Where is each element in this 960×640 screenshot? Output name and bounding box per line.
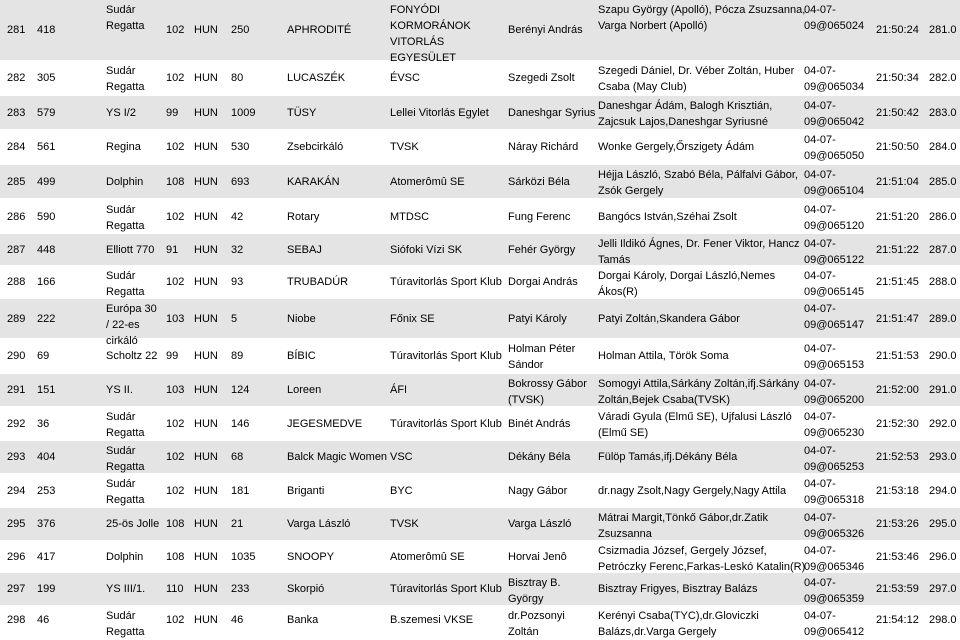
place-cell: 294	[7, 485, 26, 497]
crew-cell: Bangócs István,Széhai Zsolt	[598, 211, 737, 223]
place-cell: 283	[7, 107, 26, 119]
crew-cell: Jelli Ildikó Ágnes, Dr. Fener Viktor, Hancz Tamás	[598, 238, 800, 266]
crew-cell: Dorgai Károly, Dorgai László,Nemes Ákos(R)	[598, 270, 776, 298]
score-cell: 292.0	[929, 418, 957, 430]
skipper-cell: dr.Pozsonyi Zoltán	[508, 610, 565, 638]
nation-cell: HUN	[194, 485, 218, 497]
boat-name-cell: LUCASZÉK	[287, 72, 346, 84]
boat-number-cell: 124	[231, 384, 250, 396]
skipper-cell: Sárközi Béla	[508, 176, 570, 188]
finish-id-cell: 04-07- 09@065042	[804, 100, 865, 128]
crew-cell: Kerényi Csaba(TYC),dr.Gloviczki Balázs,dr.Varga Gergely	[598, 610, 759, 638]
finish-time-cell: 21:51:04	[876, 176, 919, 188]
skipper-cell: Horvai Jenô	[508, 551, 567, 563]
boat-name-cell: TÜSY	[287, 107, 317, 119]
yardstick-cell: 102	[166, 72, 185, 84]
finish-id-cell: 04-07- 09@065024	[804, 4, 865, 32]
nation-cell: HUN	[194, 107, 218, 119]
score-cell: 284.0	[929, 141, 957, 153]
nation-cell: HUN	[194, 24, 218, 36]
finish-id-cell: 04-07- 09@065145	[804, 270, 865, 298]
finish-time-cell: 21:50:42	[876, 107, 919, 119]
boat-name-cell: Rotary	[287, 211, 320, 223]
finish-id-cell: 04-07- 09@065050	[804, 134, 865, 162]
skipper-cell: Berényi András	[508, 24, 583, 36]
boat-number-cell: 5	[231, 313, 238, 325]
nation-cell: HUN	[194, 141, 218, 153]
result-row	[0, 474, 960, 507]
sail-number-cell: 253	[37, 485, 56, 497]
sail-number-cell: 166	[37, 276, 56, 288]
place-cell: 297	[7, 583, 26, 595]
crew-cell: Szegedi Dániel, Dr. Véber Zoltán, Huber Csaba (May Club)	[598, 65, 795, 93]
place-cell: 281	[7, 24, 26, 36]
boat-class-cell: Scholtz 22	[106, 350, 158, 362]
sail-number-cell: 376	[37, 518, 56, 530]
score-cell: 281.0	[929, 24, 957, 36]
yardstick-cell: 108	[166, 551, 185, 563]
score-cell: 290.0	[929, 350, 957, 362]
crew-cell: Szapu György (Apolló), Pócza Zsuzsanna, Varga Norbert (Apolló)	[598, 4, 806, 32]
finish-id-cell: 04-07- 09@065412	[804, 610, 865, 638]
boat-class-cell: Dolphin	[106, 551, 144, 563]
finish-time-cell: 21:54:12	[876, 614, 919, 626]
result-row	[0, 200, 960, 233]
boat-number-cell: 233	[231, 583, 250, 595]
finish-id-cell: 04-07- 09@065120	[804, 204, 865, 232]
boat-name-cell: Varga László	[287, 518, 351, 530]
result-row	[0, 407, 960, 440]
club-cell: VSC	[390, 451, 413, 463]
sail-number-cell: 418	[37, 24, 56, 36]
place-cell: 284	[7, 141, 26, 153]
boat-number-cell: 80	[231, 72, 244, 84]
boat-class-cell: YS II.	[106, 384, 133, 396]
finish-time-cell: 21:51:20	[876, 211, 919, 223]
boat-number-cell: 46	[231, 614, 244, 626]
yardstick-cell: 102	[166, 451, 185, 463]
boat-name-cell: TRUBADÚR	[287, 276, 349, 288]
yardstick-cell: 102	[166, 614, 185, 626]
result-row	[0, 606, 960, 638]
place-cell: 287	[7, 244, 26, 256]
boat-class-cell: Sudár Regatta	[106, 445, 145, 473]
boat-class-cell: YS III/1.	[106, 583, 146, 595]
nation-cell: HUN	[194, 176, 218, 188]
place-cell: 288	[7, 276, 26, 288]
result-row	[0, 234, 960, 265]
score-cell: 286.0	[929, 211, 957, 223]
boat-name-cell: APHRODITÉ	[287, 24, 352, 36]
sail-number-cell: 222	[37, 313, 56, 325]
club-cell: BYC	[390, 485, 413, 497]
sail-number-cell: 199	[37, 583, 56, 595]
boat-name-cell: Balck Magic Women	[287, 451, 388, 463]
boat-class-cell: Sudár Regatta	[106, 204, 145, 232]
sail-number-cell: 305	[37, 72, 56, 84]
sail-number-cell: 499	[37, 176, 56, 188]
score-cell: 297.0	[929, 583, 957, 595]
yardstick-cell: 108	[166, 176, 185, 188]
place-cell: 295	[7, 518, 26, 530]
yardstick-cell: 110	[166, 583, 184, 595]
skipper-cell: Dékány Béla	[508, 451, 571, 463]
yardstick-cell: 102	[166, 24, 185, 36]
crew-cell: Bisztray Frigyes, Bisztray Balázs	[598, 583, 758, 595]
crew-cell: Somogyi Attila,Sárkány Zoltán,ifj.Sárkány Zoltán,Bejek Csaba(TVSK)	[598, 378, 800, 406]
score-cell: 283.0	[929, 107, 957, 119]
club-cell: Főnix SE	[390, 313, 435, 325]
boat-class-cell: Sudár Regatta	[106, 478, 145, 506]
finish-time-cell: 21:52:30	[876, 418, 919, 430]
place-cell: 293	[7, 451, 26, 463]
club-cell: Lellei Vitorlás Egylet	[390, 107, 489, 119]
yardstick-cell: 102	[166, 141, 185, 153]
yardstick-cell: 103	[166, 384, 185, 396]
club-cell: ÁFI	[390, 384, 408, 396]
result-row	[0, 339, 960, 373]
boat-class-cell: Sudár Regatta	[106, 65, 145, 93]
club-cell: Atomerômû SE	[390, 551, 465, 563]
nation-cell: HUN	[194, 244, 218, 256]
yardstick-cell: 103	[166, 313, 185, 325]
boat-name-cell: Loreen	[287, 384, 322, 396]
boat-name-cell: Zsebcirkáló	[287, 141, 344, 153]
finish-id-cell: 04-07- 09@065147	[804, 303, 865, 331]
sail-number-cell: 151	[37, 384, 56, 396]
place-cell: 286	[7, 211, 26, 223]
boat-class-cell: YS I/2	[106, 107, 136, 119]
score-cell: 285.0	[929, 176, 957, 188]
finish-id-cell: 04-07- 09@065359	[804, 577, 865, 605]
nation-cell: HUN	[194, 418, 218, 430]
nation-cell: HUN	[194, 276, 218, 288]
result-row	[0, 441, 960, 473]
result-row	[0, 61, 960, 94]
boat-class-cell: Regina	[106, 141, 141, 153]
nation-cell: HUN	[194, 451, 218, 463]
finish-time-cell: 21:51:47	[876, 313, 919, 325]
boat-class-cell: Elliott 770	[106, 244, 155, 256]
finish-id-cell: 04-07- 09@065326	[804, 512, 865, 540]
skipper-cell: Binét András	[508, 418, 571, 430]
boat-number-cell: 693	[231, 176, 250, 188]
crew-cell: dr.nagy Zsolt,Nagy Gergely,Nagy Attila	[598, 485, 787, 497]
place-cell: 291	[7, 384, 26, 396]
skipper-cell: Patyi Károly	[508, 313, 567, 325]
yardstick-cell: 102	[166, 211, 185, 223]
crew-cell: Csizmadia József, Gergely József, Petróczky Ferenc,Farkas-Leskó Katalin(R)	[598, 545, 806, 573]
boat-class-cell: Sudár Regatta	[106, 4, 145, 32]
place-cell: 282	[7, 72, 26, 84]
boat-name-cell: Banka	[287, 614, 319, 626]
nation-cell: HUN	[194, 384, 218, 396]
place-cell: 298	[7, 614, 26, 626]
score-cell: 294.0	[929, 485, 957, 497]
boat-number-cell: 93	[231, 276, 244, 288]
nation-cell: HUN	[194, 72, 218, 84]
nation-cell: HUN	[194, 350, 218, 362]
score-cell: 282.0	[929, 72, 957, 84]
boat-number-cell: 89	[231, 350, 244, 362]
club-cell: Túravitorlás Sport Klub	[390, 583, 502, 595]
yardstick-cell: 99	[166, 350, 179, 362]
sail-number-cell: 561	[37, 141, 56, 153]
boat-name-cell: JEGESMEDVE	[287, 418, 363, 430]
finish-time-cell: 21:50:50	[876, 141, 919, 153]
crew-cell: Mátrai Margit,Tönkő Gábor,dr.Zatik Zsuzsanna	[598, 512, 768, 540]
score-cell: 296.0	[929, 551, 957, 563]
result-row	[0, 96, 960, 129]
boat-name-cell: KARAKÁN	[287, 176, 340, 188]
crew-cell: Daneshgar Ádám, Balogh Krisztián, Zajcsuk Lajos,Daneshgar Syriusné	[598, 100, 773, 128]
crew-cell: Héjja László, Szabó Béla, Pálfalvi Gábor, Zsók Gergely	[598, 169, 798, 197]
boat-number-cell: 530	[231, 141, 250, 153]
finish-id-cell: 04-07- 09@065122	[804, 238, 865, 266]
skipper-cell: Varga László	[508, 518, 572, 530]
finish-time-cell: 21:51:53	[876, 350, 919, 362]
result-row	[0, 165, 960, 198]
sail-number-cell: 46	[37, 614, 50, 626]
score-cell: 293.0	[929, 451, 957, 463]
skipper-cell: Bokrossy Gábor (TVSK)	[508, 378, 587, 406]
boat-number-cell: 21	[231, 518, 244, 530]
sail-number-cell: 579	[37, 107, 56, 119]
finish-time-cell: 21:53:46	[876, 551, 919, 563]
skipper-cell: Nagy Gábor	[508, 485, 568, 497]
result-row	[0, 266, 960, 298]
result-row	[0, 573, 960, 605]
nation-cell: HUN	[194, 551, 218, 563]
finish-time-cell: 21:51:22	[876, 244, 919, 256]
skipper-cell: Fehér György	[508, 244, 576, 256]
boat-name-cell: SNOOPY	[287, 551, 335, 563]
crew-cell: Wonke Gergely,Őrszigety Ádám	[598, 141, 755, 153]
result-row	[0, 508, 960, 540]
finish-time-cell: 21:51:45	[876, 276, 919, 288]
score-cell: 288.0	[929, 276, 957, 288]
result-row	[0, 541, 960, 572]
nation-cell: HUN	[194, 313, 218, 325]
club-cell: TVSK	[390, 141, 419, 153]
club-cell: FONYÓDI KORMORÁNOK VITORLÁS EGYESÜLET	[390, 4, 471, 64]
club-cell: MTDSC	[390, 211, 430, 223]
boat-class-cell: Európa 30 / 22-es cirkáló	[106, 303, 157, 347]
nation-cell: HUN	[194, 211, 218, 223]
club-cell: ÉVSC	[390, 72, 420, 84]
finish-time-cell: 21:53:59	[876, 583, 919, 595]
boat-number-cell: 250	[231, 24, 250, 36]
place-cell: 296	[7, 551, 26, 563]
skipper-cell: Náray Richárd	[508, 141, 579, 153]
finish-time-cell: 21:50:24	[876, 24, 919, 36]
place-cell: 290	[7, 350, 26, 362]
finish-id-cell: 04-07- 09@065253	[804, 445, 865, 473]
skipper-cell: Fung Ferenc	[508, 211, 571, 223]
club-cell: Atomerômû SE	[390, 176, 465, 188]
score-cell: 291.0	[929, 384, 957, 396]
boat-name-cell: BÍBIC	[287, 350, 316, 362]
result-row	[0, 299, 960, 347]
boat-class-cell: Sudár Regatta	[106, 270, 145, 298]
result-row	[0, 130, 960, 163]
skipper-cell: Bisztray B. György	[508, 577, 561, 605]
boat-number-cell: 1035	[231, 551, 256, 563]
finish-time-cell: 21:53:18	[876, 485, 919, 497]
yardstick-cell: 91	[166, 244, 179, 256]
boat-number-cell: 32	[231, 244, 244, 256]
skipper-cell: Holman Péter Sándor	[508, 343, 576, 371]
club-cell: Túravitorlás Sport Klub	[390, 276, 502, 288]
yardstick-cell: 102	[166, 276, 185, 288]
place-cell: 285	[7, 176, 26, 188]
finish-id-cell: 04-07- 09@065153	[804, 343, 865, 371]
finish-id-cell: 04-07- 09@065034	[804, 65, 865, 93]
score-cell: 298.0	[929, 614, 957, 626]
crew-cell: Fülöp Tamás,ifj.Dékány Béla	[598, 451, 738, 463]
finish-id-cell: 04-07- 09@065346	[804, 545, 865, 573]
boat-number-cell: 181	[231, 485, 250, 497]
boat-class-cell: Sudár Regatta	[106, 610, 145, 638]
result-row	[0, 374, 960, 406]
boat-name-cell: Skorpió	[287, 583, 325, 595]
sail-number-cell: 590	[37, 211, 56, 223]
club-cell: Túravitorlás Sport Klub	[390, 350, 502, 362]
boat-number-cell: 1009	[231, 107, 256, 119]
finish-id-cell: 04-07- 09@065200	[804, 378, 865, 406]
boat-name-cell: SEBAJ	[287, 244, 322, 256]
finish-time-cell: 21:52:53	[876, 451, 919, 463]
sail-number-cell: 448	[37, 244, 56, 256]
crew-cell: Holman Attila, Török Soma	[598, 350, 729, 362]
boat-name-cell: Briganti	[287, 485, 325, 497]
score-cell: 287.0	[929, 244, 957, 256]
place-cell: 292	[7, 418, 26, 430]
club-cell: B.szemesi VKSE	[390, 614, 474, 626]
sail-number-cell: 69	[37, 350, 50, 362]
finish-time-cell: 21:52:00	[876, 384, 919, 396]
club-cell: Túravitorlás Sport Klub	[390, 418, 502, 430]
nation-cell: HUN	[194, 518, 218, 530]
yardstick-cell: 102	[166, 485, 185, 497]
finish-time-cell: 21:50:34	[876, 72, 919, 84]
boat-number-cell: 146	[231, 418, 250, 430]
boat-name-cell: Niobe	[287, 313, 316, 325]
result-row	[0, 0, 960, 64]
score-cell: 295.0	[929, 518, 957, 530]
score-cell: 289.0	[929, 313, 957, 325]
club-cell: Siófoki Vízi SK	[390, 244, 463, 256]
yardstick-cell: 99	[166, 107, 179, 119]
boat-number-cell: 68	[231, 451, 244, 463]
place-cell: 289	[7, 313, 26, 325]
skipper-cell: Szegedi Zsolt	[508, 72, 575, 84]
boat-class-cell: Dolphin	[106, 176, 144, 188]
boat-class-cell: Sudár Regatta	[106, 411, 145, 439]
yardstick-cell: 102	[166, 418, 185, 430]
sail-number-cell: 404	[37, 451, 56, 463]
skipper-cell: Daneshgar Syrius	[508, 107, 596, 119]
crew-cell: Váradi Gyula (Elmű SE), Ujfalusi László (Elmű SE)	[598, 411, 792, 439]
skipper-cell: Dorgai András	[508, 276, 578, 288]
sail-number-cell: 417	[37, 551, 56, 563]
finish-id-cell: 04-07- 09@065230	[804, 411, 865, 439]
finish-time-cell: 21:53:26	[876, 518, 919, 530]
nation-cell: HUN	[194, 583, 218, 595]
nation-cell: HUN	[194, 614, 218, 626]
yardstick-cell: 108	[166, 518, 185, 530]
finish-id-cell: 04-07- 09@065104	[804, 169, 865, 197]
crew-cell: Patyi Zoltán,Skandera Gábor	[598, 313, 740, 325]
sail-number-cell: 36	[37, 418, 50, 430]
boat-number-cell: 42	[231, 211, 244, 223]
finish-id-cell: 04-07- 09@065318	[804, 478, 865, 506]
club-cell: TVSK	[390, 518, 419, 530]
boat-class-cell: 25-ös Jolle	[106, 518, 160, 530]
